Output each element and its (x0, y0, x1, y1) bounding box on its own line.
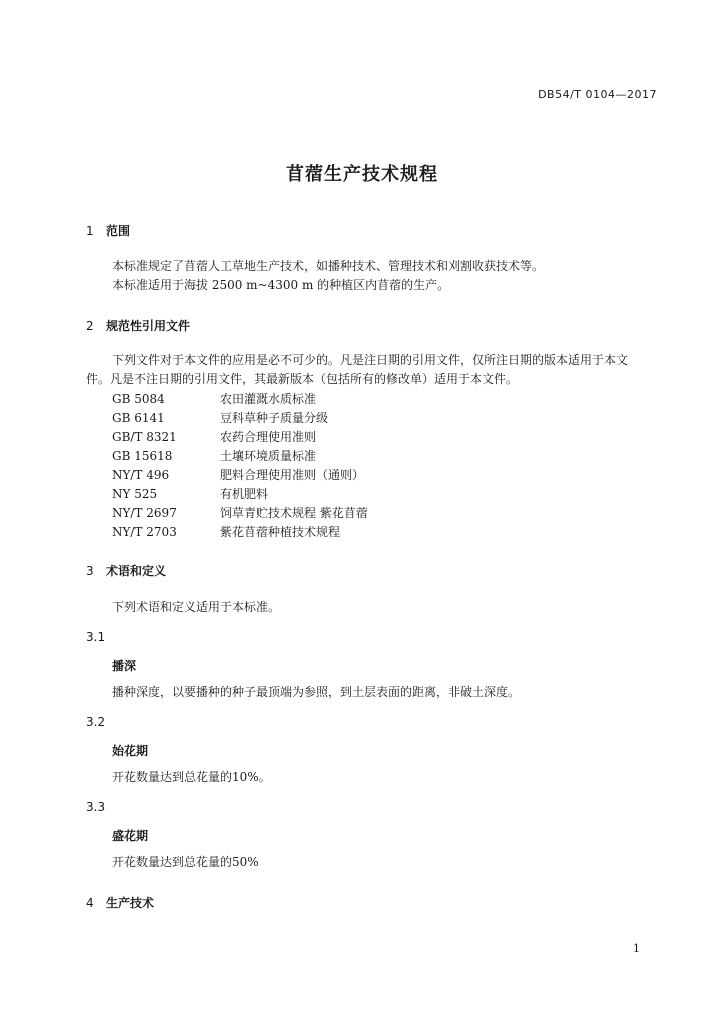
reference-title: 有机肥料 (220, 487, 269, 501)
section-1-paragraph-2: 本标准适用于海拔 2500 m~4300 m 的种植区内苜蓿的生产。 (112, 278, 450, 292)
section-4-number: 4 (86, 896, 94, 910)
reference-title: 农田灌溉水质标准 (220, 392, 317, 406)
reference-code: NY/T 496 (112, 468, 170, 482)
section-1-heading (86, 222, 130, 239)
reference-title: 农药合理使用准则 (220, 430, 317, 444)
section-4-heading (86, 894, 154, 911)
reference-code: NY/T 2703 (112, 525, 177, 539)
reference-row (112, 428, 368, 447)
section-1-title: 范围 (106, 224, 131, 238)
section-3-number: 3 (86, 564, 94, 578)
reference-row (112, 523, 368, 542)
normative-reference-list (112, 390, 368, 542)
reference-title: 紫花苜蓿种植技术规程 (220, 525, 341, 539)
term-3-3-definition: 开花数量达到总花量的50% (112, 855, 259, 869)
reference-row (112, 409, 368, 428)
term-3-2-name: 始花期 (112, 744, 149, 758)
section-1-paragraph-1: 本标准规定了苜蓿人工草地生产技术，如播种技术、管理技术和刈割收获技术等。 (112, 259, 545, 273)
term-3-2-definition: 开花数量达到总花量的10%。 (112, 770, 271, 784)
term-3-2-number: 3.2 (86, 715, 106, 729)
standard-number: DB54/T 0104—2017 (538, 88, 657, 101)
term-3-1-name: 播深 (112, 659, 137, 673)
term-3-3-name: 盛花期 (112, 829, 149, 843)
term-3-3-number: 3.3 (86, 800, 106, 814)
section-3-heading (86, 562, 166, 579)
reference-row (112, 390, 368, 409)
section-2-intro-line-2: 件。凡是不注日期的引用文件，其最新版本（包括所有的修改单）适用于本文件。 (86, 372, 519, 386)
reference-code: NY 525 (112, 487, 158, 501)
section-2-title: 规范性引用文件 (106, 319, 191, 333)
section-2-intro-line-1: 下列文件对于本文件的应用是必不可少的。凡是注日期的引用文件，仅所注日期的版本适用于本文 (112, 353, 629, 367)
reference-code: GB 6141 (112, 411, 165, 425)
reference-code: NY/T 2697 (112, 506, 177, 520)
section-4-title: 生产技术 (106, 896, 155, 910)
reference-row (112, 447, 368, 466)
reference-row (112, 466, 368, 485)
document-title: 苜蓿生产技术规程 (286, 164, 438, 185)
section-1-number: 1 (86, 224, 94, 238)
term-3-1-definition: 播种深度，以要播种的种子最顶端为参照，到土层表面的距离，非破土深度。 (112, 685, 521, 699)
reference-row (112, 485, 368, 504)
page-number: 1 (633, 942, 640, 955)
reference-row (112, 504, 368, 523)
reference-title: 肥料合理使用准则（通则） (220, 468, 365, 482)
reference-code: GB 5084 (112, 392, 165, 406)
term-3-1-number: 3.1 (86, 630, 106, 644)
section-3-title: 术语和定义 (106, 564, 167, 578)
reference-title: 豆科草种子质量分级 (220, 411, 329, 425)
section-2-heading (86, 317, 190, 334)
section-3-intro: 下列术语和定义适用于本标准。 (112, 600, 281, 614)
reference-title: 土壤环境质量标准 (220, 449, 317, 463)
reference-title: 饲草青贮技术规程 紫花苜蓿 (220, 506, 368, 520)
reference-code: GB/T 8321 (112, 430, 177, 444)
reference-code: GB 15618 (112, 449, 173, 463)
section-2-number: 2 (86, 319, 94, 333)
section-2-intro (86, 351, 660, 389)
